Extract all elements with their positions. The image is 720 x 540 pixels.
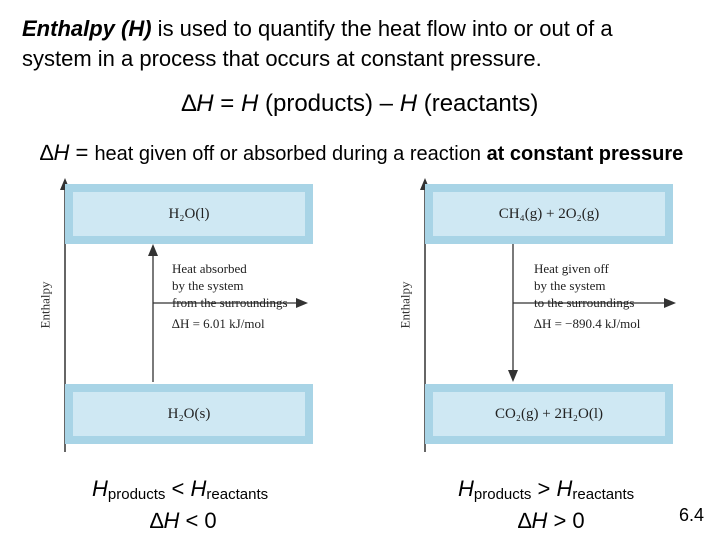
enthalpy-comparison-right [458,476,634,503]
comparison-sub: products [107,486,166,503]
heat-line: by the system [534,278,606,293]
delta-symbol: ∆ [40,140,54,165]
delta-h-sign-left [150,508,217,534]
enthalpy-axis-label: Enthalpy [397,281,413,329]
intro-line1-rest: is used to quantify the heat flow into or out of a [151,16,613,41]
arrow-up-icon [148,244,158,256]
bottom-level-box [425,384,673,444]
heat-description [172,260,288,311]
comparison-sub: products [473,486,532,503]
heat-line: by the system [172,278,244,293]
heat-line: Heat absorbed [172,261,247,276]
arrow-right-icon [296,298,308,308]
result-h: H [163,508,180,533]
endothermic-diagram [37,172,370,462]
top-level-box [425,184,673,244]
heat-line: Heat given off [534,261,609,276]
bottom-species: H₂O(s) [73,392,305,436]
enthalpy-axis-label: Enthalpy [37,281,53,329]
definition-h: H [53,140,70,165]
comparison-sub: reactants [572,486,635,503]
comparison-operator: > [531,476,557,501]
comparison-h: H [458,476,474,501]
formula-equals: = [213,90,241,117]
delta-h-value: ∆H = −890.4 kJ/mol [534,316,641,331]
arrow-right-icon [664,298,676,308]
delta-symbol: ∆ [518,508,532,533]
definition-text: heat given off or absorbed during a reaction [94,143,487,165]
formula-h: H [240,90,259,117]
delta-symbol: ∆ [150,508,164,533]
enthalpy-comparison-left [92,476,268,503]
comparison-h: H [556,476,573,501]
definition-bold: at constant pressure [486,143,684,165]
delta-h-value: ∆H = 6.01 kJ/mol [172,316,265,331]
formula-reactants: (reactants) [417,90,539,117]
heat-line: to the surroundings [534,295,635,310]
bottom-species: CO₂(g) + 2H₂O(l) [433,392,665,436]
top-level-box [65,184,313,244]
result-rest: > 0 [547,508,585,533]
arrow-down-icon [508,370,518,382]
intro-line2: system in a process that occurs at constant pressure. [22,46,542,71]
slide-number: 6.4 [678,505,704,525]
delta-symbol: ∆ [181,90,197,117]
delta-h-sign-right [518,508,585,534]
comparison-h: H [190,476,207,501]
enthalpy-term: Enthalpy (H) [22,16,152,41]
formula-products: (products) – [258,90,400,117]
definition-equals: = [69,140,95,165]
bottom-level-box [65,384,313,444]
result-rest: < 0 [179,508,217,533]
result-h: H [531,508,548,533]
intro-paragraph [22,14,702,74]
formula-h: H [399,90,418,117]
top-species: H₂O(l) [73,192,305,236]
comparison-h: H [92,476,108,501]
exothermic-diagram [397,172,720,462]
enthalpy-formula [0,90,720,118]
comparison-sub: reactants [206,486,269,503]
top-species: CH₄(g) + 2O₂(g) [433,192,665,236]
delta-h-definition [40,140,683,166]
heat-line: from the surroundings [172,295,288,310]
formula-h: H [196,90,214,117]
comparison-operator: < [165,476,191,501]
heat-description [534,260,634,311]
